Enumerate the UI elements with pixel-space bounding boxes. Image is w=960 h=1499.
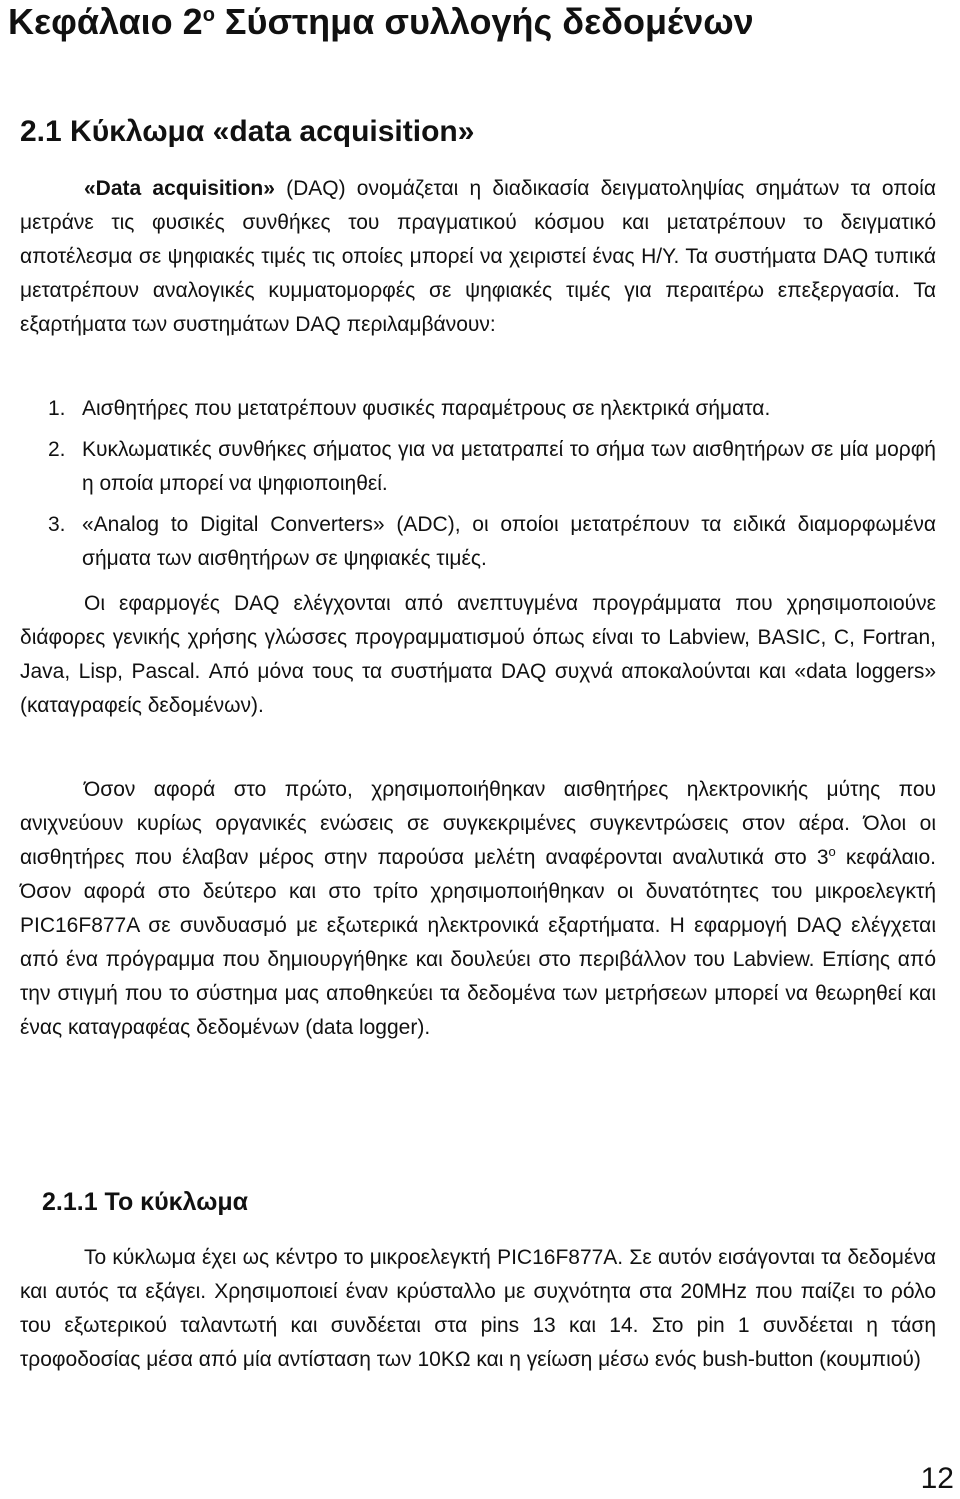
subsection-title: 2.1.1 Το κύκλωμα <box>42 1188 248 1216</box>
intro-paragraph <box>20 172 936 342</box>
list-item-number: 2. <box>48 438 66 461</box>
sensors-text-b: κεφάλαιο. Όσον αφορά στο δεύτερο και στο τρίτο χρησιμοποιήθηκαν οι δυνατότητες του μικροελεγκτή PIC16F877A σε συνδυασμό με εξωτερικά ηλεκτρονικά εξαρτήματα. Η εφαρμογή DAQ ελέγχεται από ένα πρόγραμμα που δημιουργήθηκε και δουλεύει στο περιβάλλον του Labview. Επίσης από την στιγμή που το σύστημα μας αποθηκεύει τα δεδομένα των μετρήσεων μπορεί να θεωρηθεί και ένας καταγραφέας δεδομένων (data logger). <box>20 846 936 1039</box>
daq-applications-paragraph: Οι εφαρμογές DAQ ελέγχονται από ανεπτυγμένα προγράμματα που χρησιμοποιούνε διάφορες γενικής χρήσης γλώσσες προγραμματισμού όπως είναι το Labview, BASIC, C, Fortran, Java, Lisp, Pascal. Από μόνα τους τα συστήματα DAQ συχνά αποκαλούνται και «data loggers» (καταγραφείς δεδομένων). <box>20 592 936 717</box>
chapter-title-suffix: Σύστημα συλλογής δεδομένων <box>214 1 754 42</box>
chapter-title-superscript: ο <box>202 4 215 26</box>
list-item-text: Κυκλωματικές συνθήκες σήματος για να μετατραπεί το σήμα των αισθητήρων σε μία μορφή η οποία μπορεί να ψηφιοποιηθεί. <box>82 438 936 495</box>
list-item-number: 1. <box>48 397 66 420</box>
chapter-title <box>8 0 754 44</box>
chapter-title-prefix: Κεφάλαιο 2 <box>8 1 203 42</box>
components-list <box>20 392 936 583</box>
list-item <box>20 433 936 501</box>
list-item <box>20 508 936 576</box>
list-item-text: Αισθητήρες που μετατρέπουν φυσικές παραμέτρους σε ηλεκτρικά σήματα. <box>82 397 771 420</box>
intro-text: (DAQ) ονομάζεται η διαδικασία δειγματοληψίας σημάτων τα οποία μετράνε τις φυσικές συνθήκες του πραγματικού κόσμου και μετατρέπουν το δειγματικό αποτέλεσμα σε ψηφιακές τιμές τις οποίες μπορεί να χειριστεί ένας Η/Υ. Τα συστήματα DAQ τυπικά μετατρέπουν αναλογικές κυμματομορφές σε ψηφιακές τιμές για περαιτέρω επεξεργασία. Τα εξαρτήματα των συστημάτων DAQ περιλαμβάνουν: <box>20 177 936 336</box>
list-item <box>20 392 936 426</box>
sensors-superscript: ο <box>828 844 836 859</box>
list-item-text: «Analog to Digital Converters» (ADC), οι οποίοι μετατρέπουν τα ειδικά διαμορφωμένα σήματα των αισθητήρων σε ψηφιακές τιμές. <box>82 513 936 570</box>
circuit-paragraph: Το κύκλωμα έχει ως κέντρο το μικροελεγκτή PIC16F877A. Σε αυτόν εισάγονται τα δεδομένα και αυτός τα εξάγει. Χρησιμοποιεί έναν κρύσταλλο με συχνότητα στα 20MHz που παίζει το ρόλο του εξωτερικού ταλαντωτή και συνδέεται στα pins 13 και 14. Στο pin 1 συνδέεται η τάση τροφοδοσίας μέσα από μία αντίσταση των 10ΚΩ και η γείωση μέσω ενός bush-button (κουμπιού) <box>20 1246 936 1371</box>
intro-bold-term: «Data acquisition» <box>84 177 275 200</box>
sensors-text-a: Όσον αφορά στο πρώτο, χρησιμοποιήθηκαν αισθητήρες ηλεκτρονικής μύτης που ανιχνεύουν κυρίως οργανικές ενώσεις σε συγκεκριμένες συγκεντρώσεις στον αέρα. Όλοι οι αισθητήρες που έλαβαν μέρος στην παρούσα μελέτη αναφέρονται αναλυτικά στο 3 <box>20 778 936 869</box>
page-number: 12 <box>920 1462 954 1495</box>
list-item-number: 3. <box>48 513 66 536</box>
sensors-paragraph <box>20 773 936 1045</box>
section-title: 2.1 Κύκλωμα «data acquisition» <box>20 115 475 148</box>
